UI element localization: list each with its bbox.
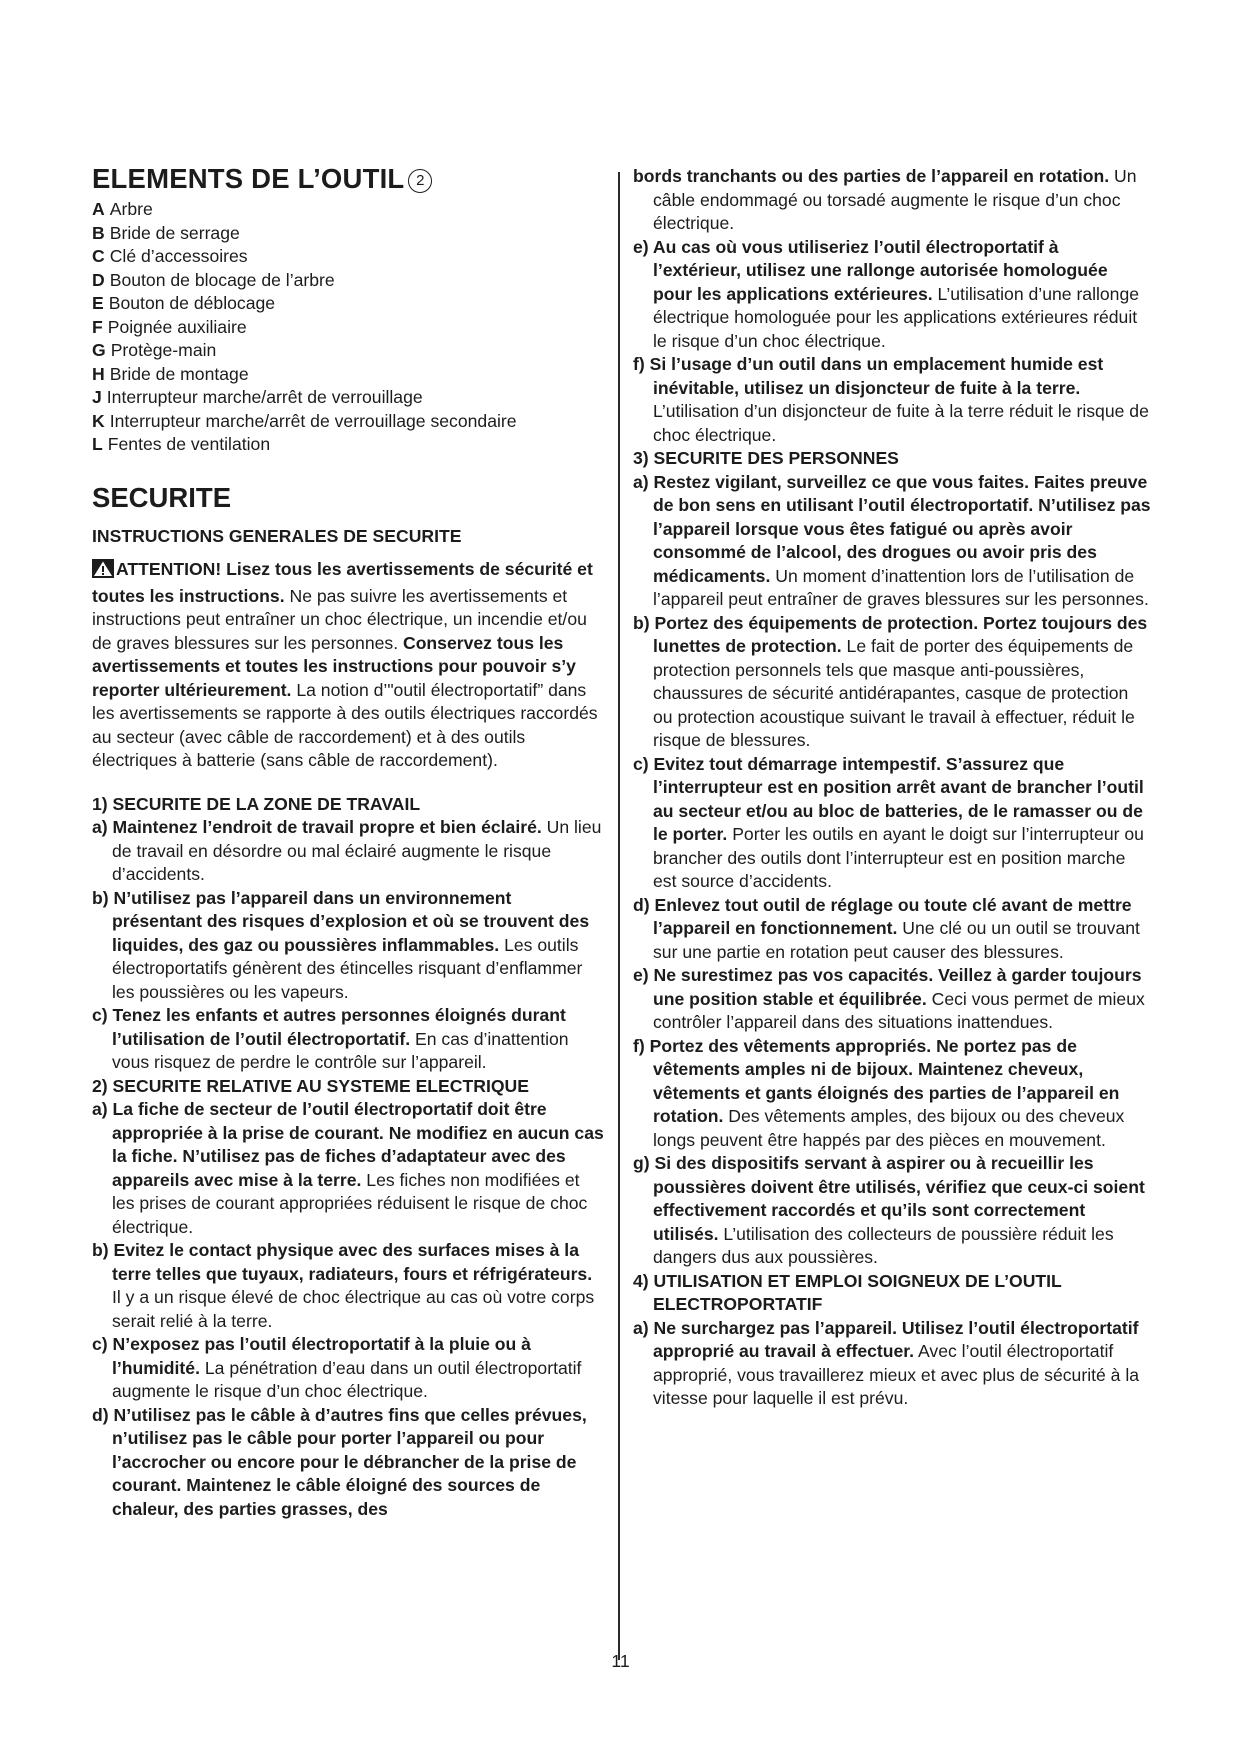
section-1-title: 1) SECURITE DE LA ZONE DE TRAVAIL — [92, 793, 421, 814]
list-item: f) Portez des vêtements appropriés. Ne portez pas de vêtements amples ni de bijoux. Maintenez cheveux, vêtements et gants éloignés des parties de l’appareil en rotation. Des vêtements amples, des bijoux ou des cheveux longs peuvent être happés par des pièces en mouvement. — [633, 1035, 1125, 1150]
page-number: 11 — [611, 1651, 630, 1671]
figure-ref-badge: 2 — [408, 169, 432, 193]
warning-triangle-icon — [92, 559, 114, 585]
list-item: f) Si l’usage d’un outil dans un emplacement humide est inévitable, utilisez un disjoncteur de fuite à la terre. L’utilisation d’un disjoncteur de fuite à la terre réduit le risque de choc électrique. — [633, 354, 1149, 445]
list-item: d) N’utilisez pas le câble à d’autres fins que celles prévues, n’utilisez pas le câble pour porter l’appareil ou pour l’accrocher ou encore pour le débrancher de la prise de courant. Maintenez le câble éloigné des sources de chaleur, des parties grasses, des — [92, 1404, 587, 1519]
list-item: D Bouton de blocage de l’arbre — [92, 269, 335, 290]
list-item: b) Portez des équipements de protection. Portez toujours des lunettes de protection. Le fait de porter des équipements de protection personnels tels que masque anti-poussières, chaussures de sécurité antidérapantes, casque de protection ou protection acoustique suivant le travail à effectuer, réduit le risque de blessures. — [633, 612, 1148, 750]
right-column — [633, 165, 1151, 1411]
left-column — [92, 162, 604, 1521]
section-4-title: 4) UTILISATION ET EMPLOI SOIGNEUX DE L’OUTIL ELECTROPORTATIF — [633, 1270, 1062, 1314]
section-3-title: 3) SECURITE DES PERSONNES — [633, 448, 899, 468]
parts-list — [92, 198, 604, 457]
list-item: K Interrupteur marche/arrêt de verrouillage secondaire — [92, 410, 517, 431]
list-item: J Interrupteur marche/arrêt de verrouillage — [92, 387, 423, 407]
list-item: A Arbre — [92, 199, 153, 219]
general-instructions-title: INSTRUCTIONS GENERALES DE SECURITE — [92, 525, 462, 546]
list-item: a) Maintenez l’endroit de travail propre et bien éclairé. Un lieu de travail en désordre ou mal éclairé augmente le risque d’accidents. — [92, 817, 602, 884]
list-item: C Clé d’accessoires — [92, 246, 248, 266]
list-item: F Poignée auxiliaire — [92, 316, 247, 337]
section-2-title: 2) SECURITE RELATIVE AU SYSTEME ELECTRIQUE — [92, 1075, 529, 1096]
list-item: a) Restez vigilant, surveillez ce que vous faites. Faites preuve de bon sens en utilisant l’outil électroportatif. N’utilisez pas l’appareil lorsque vous êtes fatigué ou après avoir consommé de l’alcool, des drogues ou avoir pris des médicaments. Un moment d’inattention lors de l’utilisation de l’appareil peut entraîner de graves blessures sur les personnes. — [633, 471, 1151, 609]
list-item: g) Si des dispositifs servant à aspirer ou à recueillir les poussières doivent être utilisés, vérifiez que ceux-ci soient effectivement raccordés et qu’ils sont correctement utilisés. L’utilisation des collecteurs de poussière réduit les dangers dus aux poussières. — [633, 1153, 1145, 1267]
list-item: e) Au cas où vous utiliseriez l’outil électroportatif à l’extérieur, utilisez une rallonge autorisée homologuée pour les applications extérieures. L’utilisation d’une rallonge électrique homologuée pour les applications extérieures réduit le risque d’un choc électrique. — [633, 236, 1140, 351]
list-item: H Bride de montage — [92, 363, 249, 384]
safety-title: SECURITE — [92, 481, 232, 513]
list-item: c) Tenez les enfants et autres personnes éloignés durant l’utilisation de l’outil électroportatif. En cas d’inattention vous risquez de perdre le contrôle sur l’appareil. — [92, 1005, 569, 1072]
list-item: B Bride de serrage — [92, 222, 240, 243]
list-item: a) La fiche de secteur de l’outil électroportatif doit être appropriée à la prise de courant. Ne modifiez en aucun cas la fiche. N’utilisez pas de fiches d’adaptateur avec des appareils avec mise à la terre. Les fiches non modifiées et les prises de courant appropriées réduisent le risque de choc électrique. — [92, 1099, 604, 1237]
warning-paragraph: ATTENTION! Lisez tous les avertissements de sécurité et toutes les instructions. Ne pas suivre les avertissements et instructions peut entraîner un choc électrique, un incendie et/ou de graves blessures sur les personnes. Conservez tous les avertissements et toutes les instructions pour pouvoir s’y reporter ultérieurement. La notion d’"outil électroportatif” dans les avertissements se rapporte à des outils électriques raccordés au secteur (avec câble de raccordement) et à des outils électriques à batterie (sans câble de raccordement). — [92, 559, 598, 770]
tool-elements-title: ELEMENTS DE L’OUTIL 2 — [92, 162, 604, 196]
column-divider — [618, 172, 620, 1660]
list-item: E Bouton de déblocage — [92, 293, 276, 313]
list-item: L Fentes de ventilation — [92, 434, 271, 454]
list-item: c) N’exposez pas l’outil électroportatif à la pluie ou à l’humidité. La pénétration d’eau dans un outil électroportatif augmente le risque d’un choc électrique. — [92, 1334, 582, 1401]
list-item: G Protège-main — [92, 340, 217, 360]
list-item: b) N’utilisez pas l’appareil dans un environnement présentant des risques d’explosion et où se trouvent des liquides, des gaz ou poussières inflammables. Les outils électroportatifs génèrent des étincelles risquant d’enflammer les poussières ou les vapeurs. — [92, 887, 590, 1002]
list-item: bords tranchants ou des parties de l’appareil en rotation. Un câble endommagé ou torsadé augmente le risque d’un choc électrique. — [633, 166, 1137, 233]
list-item: d) Enlevez tout outil de réglage ou toute clé avant de mettre l’appareil en fonctionnement. Une clé ou un outil se trouvant sur une partie en rotation peut causer des blessures. — [633, 894, 1140, 962]
list-item: a) Ne surchargez pas l’appareil. Utilisez l’outil électroportatif approprié au travail à effectuer. Avec l’outil électroportatif approprié, vous travaillerez mieux et avec plus de sécurité à la vitesse pour laquelle il est prévu. — [633, 1317, 1140, 1408]
list-item: b) Evitez le contact physique avec des surfaces mises à la terre telles que tuyaux, radiateurs, fours et réfrigérateurs. Il y a un risque élevé de choc électrique au cas où votre corps serait relié à la terre. — [92, 1240, 595, 1331]
list-item: c) Evitez tout démarrage intempestif. S’assurez que l’interrupteur est en position arrêt avant de brancher l’outil au secteur et/ou au bloc de batteries, de le ramasser ou de le porter. Porter les outils en ayant le doigt sur l’interrupteur ou brancher des outils dont l’interrupteur est en position marche est source d’accidents. — [633, 753, 1144, 891]
list-item: e) Ne surestimez pas vos capacités. Veillez à garder toujours une position stable et équilibrée. Ceci vous permet de mieux contrôler l’appareil dans des situations inattendues. — [633, 965, 1145, 1032]
